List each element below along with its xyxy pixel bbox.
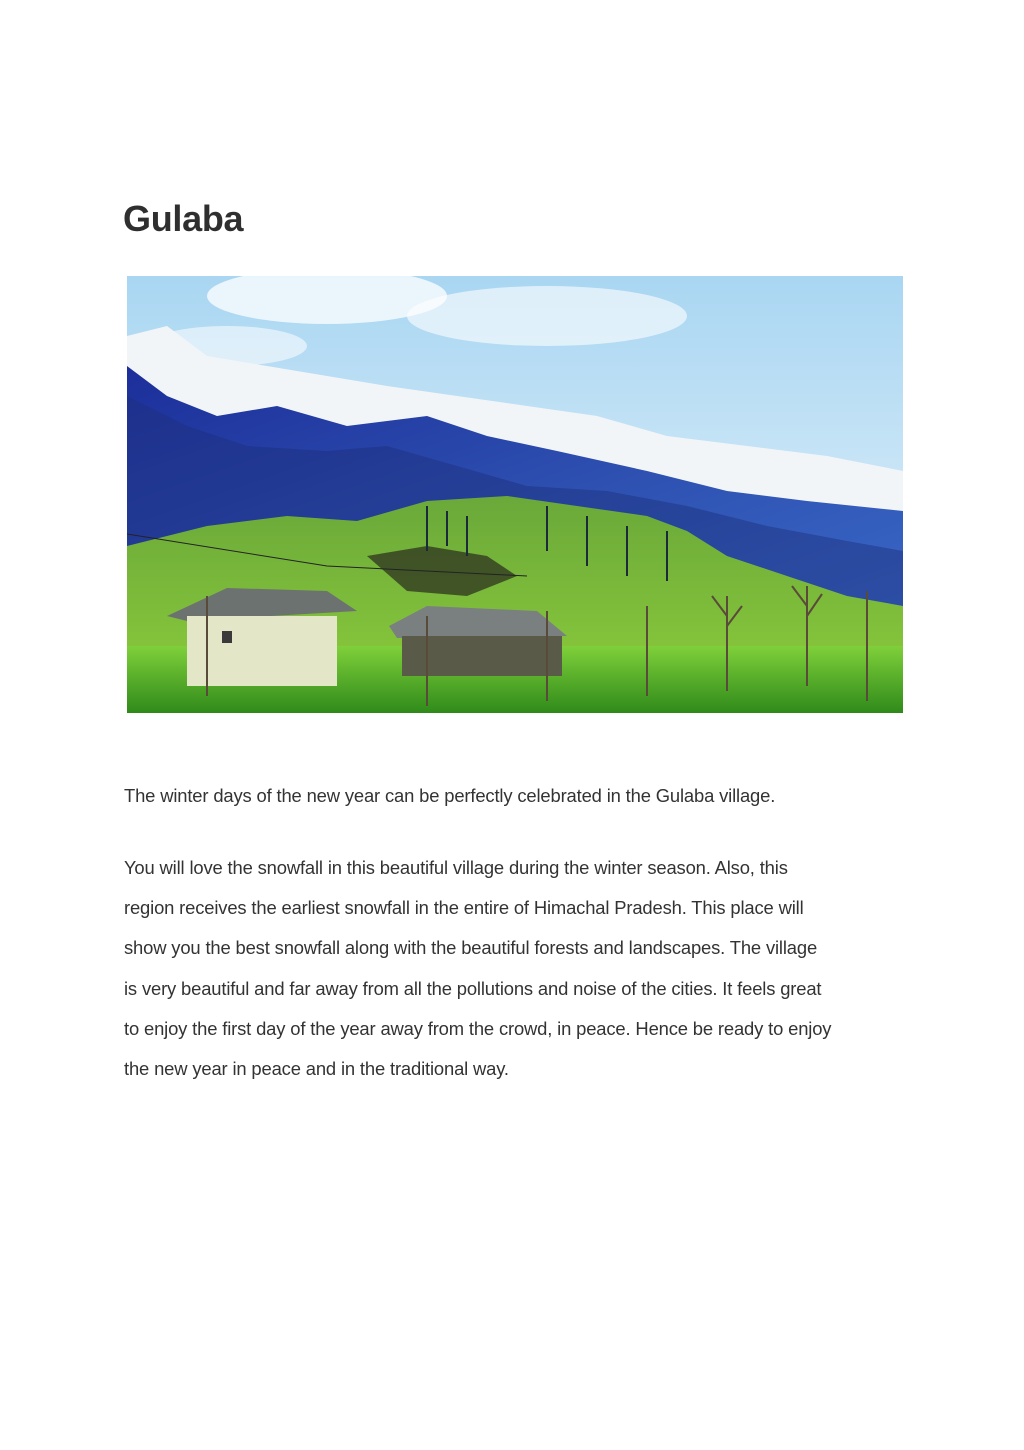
landscape-photo — [127, 276, 903, 713]
landscape-photo-icon — [127, 276, 903, 713]
page-title: Gulaba — [123, 198, 244, 239]
paragraph-line: You will love the snowfall in this beautiful village during the winter season. Also, this — [124, 857, 788, 878]
paragraph-line: The winter days of the new year can be perfectly celebrated in the Gulaba village. — [124, 785, 776, 806]
intro-paragraph — [124, 784, 914, 808]
paragraph-line: to enjoy the first day of the year away from the crowd, in peace. Hence be ready to enjoy — [124, 1017, 832, 1039]
paragraph-line: region receives the earliest snowfall in the entire of Himachal Pradesh. This place will — [124, 897, 804, 919]
description-paragraph — [124, 848, 914, 1089]
paragraph-line: show you the best snowfall along with the beautiful forests and landscapes. The village — [124, 937, 818, 959]
paragraph-line: is very beautiful and far away from all the pollutions and noise of the cities. It feels great — [124, 977, 822, 999]
paragraph-line: the new year in peace and in the traditional way. — [124, 1058, 509, 1080]
